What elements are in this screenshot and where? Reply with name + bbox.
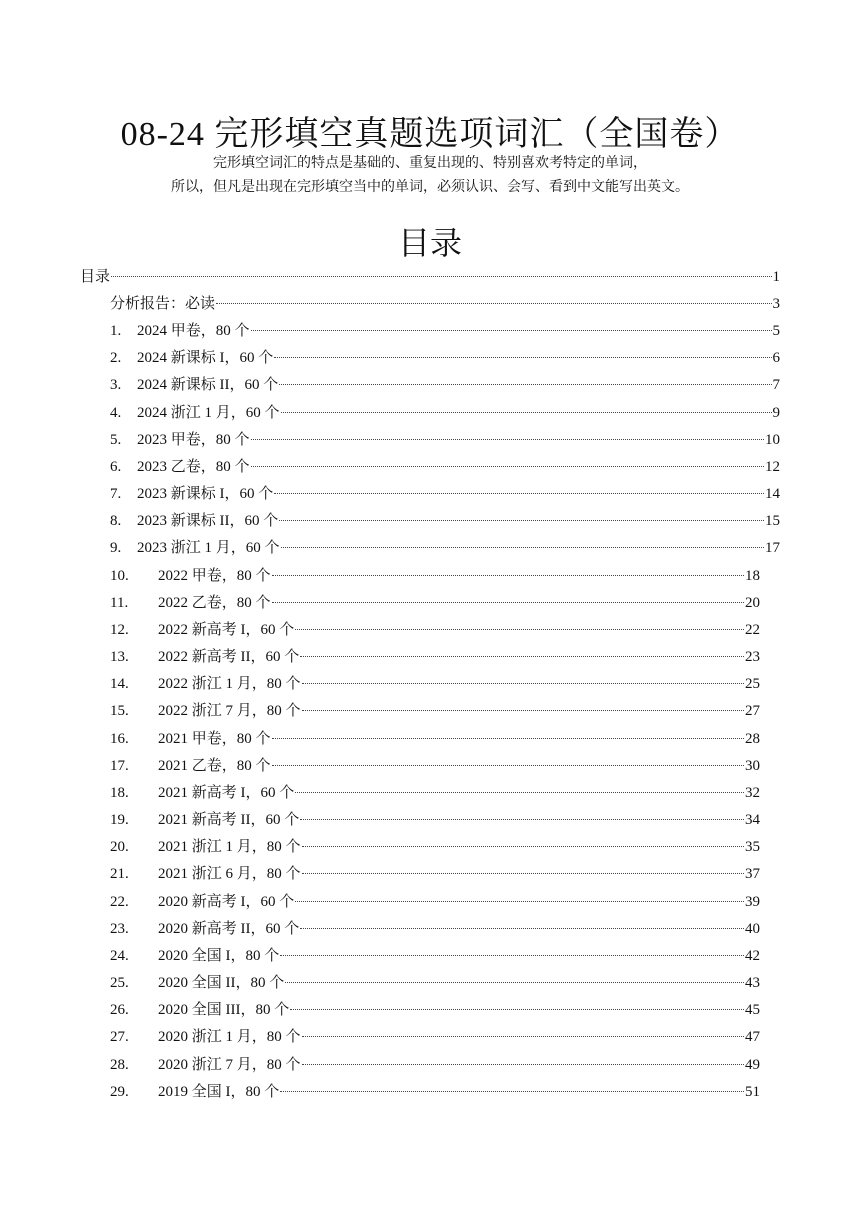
toc-entry-label: 2020 全国 II，80 个 — [158, 975, 285, 992]
toc-entry-number: 24. — [110, 947, 129, 964]
toc-entry-page: 22 — [745, 621, 760, 638]
toc-report-entry[interactable] — [110, 292, 780, 316]
toc-entry[interactable] — [110, 428, 780, 452]
toc-entry[interactable] — [110, 455, 780, 479]
toc-entry-page: 32 — [745, 784, 760, 801]
toc-entry-label: 2021 浙江 1 月，80 个 — [158, 839, 301, 856]
toc-entry[interactable] — [110, 591, 760, 615]
toc-entry-label: 2020 浙江 1 月，80 个 — [158, 1029, 301, 1046]
dot-leader — [280, 1091, 744, 1092]
toc-entry-page: 47 — [745, 1029, 760, 1046]
toc-entry-label: 2023 新课标 I，60 个 — [137, 486, 274, 503]
toc-entry-number: 17. — [110, 757, 129, 774]
toc-entry-page: 39 — [745, 893, 760, 910]
toc-entry-page: 17 — [765, 540, 780, 557]
toc-entry-label: 2021 甲卷，80 个 — [158, 730, 271, 747]
dot-leader — [281, 412, 772, 413]
toc-entry-number: 27. — [110, 1029, 129, 1046]
toc-entry-page: 30 — [745, 757, 760, 774]
toc-entry-page: 27 — [745, 703, 760, 720]
dot-leader — [295, 629, 744, 630]
toc-entry-page: 35 — [745, 839, 760, 856]
toc-entry-label: 2022 新高考 II，60 个 — [158, 649, 300, 666]
toc-entry-label: 2024 新课标 I，60 个 — [137, 350, 274, 367]
toc-entry-label: 2021 新高考 I，60 个 — [158, 784, 295, 801]
toc-entry-number: 3. — [110, 377, 122, 394]
dot-leader — [300, 819, 744, 820]
toc-entry-label: 目录 — [80, 269, 111, 285]
toc-entry[interactable] — [110, 1053, 760, 1077]
toc-entry[interactable] — [110, 862, 760, 886]
dot-leader — [302, 873, 744, 874]
toc-entry-number: 19. — [110, 812, 129, 829]
toc-entry-number: 25. — [110, 975, 129, 992]
toc-entry-page: 42 — [745, 947, 760, 964]
toc-entry-label: 分析报告：必读 — [110, 296, 216, 312]
toc-entry-page: 9 — [772, 404, 780, 421]
toc-entry-page: 6 — [772, 350, 780, 367]
toc-entry[interactable] — [110, 808, 760, 832]
toc-entry-label: 2024 浙江 1 月，60 个 — [137, 404, 280, 421]
toc-entry-page: 5 — [772, 323, 780, 339]
toc-entry-page: 15 — [765, 513, 780, 530]
toc-entry[interactable] — [110, 699, 760, 723]
toc-entry-page: 49 — [745, 1056, 760, 1073]
toc-top-entry[interactable] — [80, 265, 780, 289]
toc-entry-page: 40 — [745, 920, 760, 937]
dot-leader — [281, 547, 764, 548]
toc-entry-page: 3 — [772, 296, 780, 312]
toc-entry[interactable] — [110, 482, 780, 506]
toc-entry[interactable] — [110, 564, 760, 588]
toc-entry-page: 34 — [745, 812, 760, 829]
toc-entry-label: 2020 全国 I，80 个 — [158, 947, 280, 964]
toc-entry-number: 28. — [110, 1056, 129, 1073]
dot-leader — [251, 439, 764, 440]
dot-leader — [279, 384, 771, 385]
toc-entry-label: 2019 全国 I，80 个 — [158, 1083, 280, 1100]
toc-entry[interactable] — [110, 781, 760, 805]
toc-entry[interactable] — [110, 1025, 760, 1049]
toc-entry-number: 7. — [110, 486, 122, 503]
toc-entry-number: 16. — [110, 730, 129, 747]
toc-entry-page: 20 — [745, 594, 760, 611]
toc-entry-page: 28 — [745, 730, 760, 747]
toc-entry[interactable] — [110, 401, 780, 425]
toc-entry-number: 5. — [110, 431, 122, 448]
toc-entry-number: 9. — [110, 540, 122, 557]
subtitle-line-2: 所以，但凡是出现在完形填空当中的单词，必须认识、会写、看到中文能写出英文。 — [171, 180, 689, 195]
toc-entry-label: 2024 甲卷，80 个 — [137, 323, 250, 339]
toc-entry[interactable] — [110, 373, 780, 397]
toc-entry-page: 7 — [772, 377, 780, 394]
toc-entry-number: 21. — [110, 866, 129, 883]
toc-entry-number: 10. — [110, 567, 129, 584]
toc-entry-label: 2021 新高考 II，60 个 — [158, 812, 300, 829]
dot-leader — [111, 276, 771, 277]
dot-leader — [272, 575, 744, 576]
toc-entry-label: 2020 浙江 7 月，80 个 — [158, 1056, 301, 1073]
toc-entry[interactable] — [110, 319, 780, 343]
toc-entry-number: 18. — [110, 784, 129, 801]
dot-leader — [272, 738, 744, 739]
toc-entry-number: 6. — [110, 458, 122, 475]
dot-leader — [285, 982, 744, 983]
document-title: 08-24 完形填空真题选项词汇（全国卷） — [120, 116, 740, 153]
toc-entry[interactable] — [110, 971, 760, 995]
toc-entry-label: 2022 新高考 I，60 个 — [158, 621, 295, 638]
toc-entry-label: 2020 新高考 I，60 个 — [158, 893, 295, 910]
toc-entry[interactable] — [110, 536, 780, 560]
dot-leader — [302, 1036, 744, 1037]
toc-entry-label: 2020 新高考 II，60 个 — [158, 920, 300, 937]
dot-leader — [272, 765, 744, 766]
dot-leader — [251, 330, 772, 331]
toc-entry-label: 2023 新课标 II，60 个 — [137, 513, 279, 530]
toc-entry-label: 2020 全国 III，80 个 — [158, 1002, 290, 1019]
dot-leader — [272, 602, 744, 603]
toc-entry[interactable] — [110, 1080, 760, 1104]
toc-entry[interactable] — [110, 618, 760, 642]
toc-entry-number: 2. — [110, 350, 122, 367]
toc-heading: 目录 — [397, 225, 462, 261]
toc-entry[interactable] — [110, 917, 760, 941]
toc-entry[interactable] — [110, 509, 780, 533]
toc-entry-label: 2024 新课标 II，60 个 — [137, 377, 279, 394]
toc-entry-label: 2022 浙江 7 月，80 个 — [158, 703, 301, 720]
toc-entry-page: 1 — [772, 269, 780, 285]
toc-entry-number: 20. — [110, 839, 129, 856]
toc-entry-page: 14 — [765, 486, 780, 503]
dot-leader — [274, 357, 771, 358]
toc-entry-label: 2023 甲卷，80 个 — [137, 431, 250, 448]
toc-entry-number: 15. — [110, 703, 129, 720]
dot-leader — [216, 303, 771, 304]
toc-entry-page: 51 — [745, 1083, 760, 1100]
dot-leader — [279, 520, 764, 521]
subtitle-line-1: 完形填空词汇的特点是基础的、重复出现的、特别喜欢考特定的单词， — [213, 156, 647, 171]
toc-entry-number: 11. — [110, 594, 129, 611]
toc-entry-page: 12 — [765, 458, 780, 475]
toc-entry-number: 26. — [110, 1002, 129, 1019]
toc-entry[interactable] — [110, 998, 760, 1022]
toc-entry-number: 14. — [110, 676, 129, 693]
toc-entry-number: 29. — [110, 1083, 129, 1100]
toc-entry[interactable] — [110, 727, 760, 751]
toc-entry-number: 8. — [110, 513, 122, 530]
toc-entry-page: 43 — [745, 975, 760, 992]
toc-entry[interactable] — [110, 672, 760, 696]
dot-leader — [274, 493, 764, 494]
toc-entry-page: 37 — [745, 866, 760, 883]
dot-leader — [251, 466, 764, 467]
dot-leader — [300, 928, 744, 929]
dot-leader — [290, 1009, 744, 1010]
toc-entry[interactable] — [110, 835, 760, 859]
dot-leader — [302, 683, 744, 684]
toc-entry-page: 25 — [745, 676, 760, 693]
toc-entry-label: 2021 乙卷，80 个 — [158, 757, 271, 774]
toc-entry-number: 1. — [110, 323, 122, 339]
toc-entry[interactable] — [110, 944, 760, 968]
dot-leader — [302, 846, 744, 847]
dot-leader — [280, 955, 744, 956]
toc-entry[interactable] — [110, 346, 780, 370]
toc-entry-page: 45 — [745, 1002, 760, 1019]
toc-entry-number: 13. — [110, 649, 129, 666]
dot-leader — [302, 1064, 744, 1065]
toc-entry-label: 2022 乙卷，80 个 — [158, 594, 271, 611]
toc-entry-label: 2021 浙江 6 月，80 个 — [158, 866, 301, 883]
dot-leader — [295, 901, 744, 902]
toc-entry-number: 22. — [110, 893, 129, 910]
toc-entry-page: 23 — [745, 649, 760, 666]
toc-entry-number: 4. — [110, 404, 122, 421]
toc-entry-number: 23. — [110, 920, 129, 937]
dot-leader — [302, 710, 744, 711]
toc-entry-page: 10 — [765, 431, 780, 448]
toc-entry-label: 2023 乙卷，80 个 — [137, 458, 250, 475]
toc-entry[interactable] — [110, 890, 760, 914]
toc-entry-number: 12. — [110, 621, 129, 638]
toc-entry-label: 2022 甲卷，80 个 — [158, 567, 271, 584]
dot-leader — [295, 792, 744, 793]
toc-entry-label: 2023 浙江 1 月，60 个 — [137, 540, 280, 557]
toc-entry[interactable] — [110, 645, 760, 669]
dot-leader — [300, 656, 744, 657]
toc-entry-label: 2022 浙江 1 月，80 个 — [158, 676, 301, 693]
toc-entry-page: 18 — [745, 567, 760, 584]
toc-entry[interactable] — [110, 754, 760, 778]
